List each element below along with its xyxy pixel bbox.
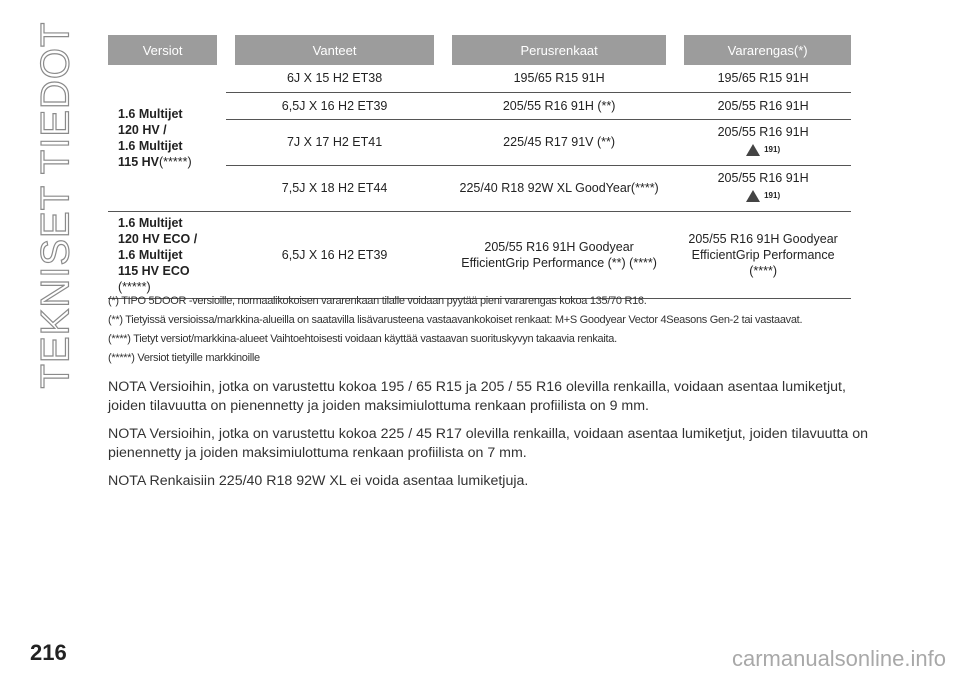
header-rims: Vanteet: [226, 35, 443, 65]
spare-cell: 195/65 R15 91H: [675, 65, 851, 92]
footnote: (*****) Versiot tietyille markkinoille: [108, 352, 260, 364]
warning-ref: 191): [764, 191, 781, 200]
section-title-vertical: [26, 21, 86, 389]
notes: [108, 378, 868, 500]
warning-note: [746, 142, 780, 158]
version-cell: [108, 65, 226, 211]
rim-cell: 6,5J X 16 H2 ET39: [226, 92, 443, 119]
spare-cell: 205/55 R16 91H: [675, 92, 851, 119]
version-cell: [108, 211, 226, 298]
spare-value: 205/55 R16 91H: [717, 125, 809, 139]
footnote: (****) Tietyt versiot/markkina-alueet Vaihtoehtoisesti voidaan käyttää vastaavan suorituskyvyn takaavia renkaita.: [108, 333, 617, 345]
watermark: carmanualsonline.info: [731, 646, 946, 671]
tire-cell: 225/45 R17 91V (**): [443, 119, 675, 165]
footnote: (*) TIPO 5DOOR -versioille, normaalikokoisen vararenkaan tilalle voidaan pyytää pieni vararengas kokoa 135/70 R16.: [108, 295, 647, 307]
warning-triangle-icon: [746, 190, 760, 202]
version-line: 120 HV ECO /: [118, 231, 198, 246]
page-number: 216: [30, 640, 67, 665]
version-note: (*****): [159, 154, 192, 169]
footnotes: [108, 292, 851, 368]
tire-specs-table: [108, 35, 851, 299]
version-line: 1.6 Multijet: [118, 138, 183, 153]
tire-cell: 205/55 R16 91H (**): [443, 92, 675, 119]
header-versions: Versiot: [108, 35, 226, 65]
note-paragraph: NOTA Renkaisiin 225/40 R18 92W XL ei voida asentaa lumiketjuja.: [108, 473, 529, 489]
version-line: 115 HV ECO: [118, 263, 190, 278]
version-line: 120 HV /: [118, 122, 167, 137]
spare-value: 205/55 R16 91H: [717, 171, 809, 185]
warning-triangle-icon: [746, 144, 760, 156]
spare-cell: 205/55 R16 91H Goodyear EfficientGrip Performance (****): [675, 211, 851, 298]
section-title-text: TEKNISET TIEDOT: [33, 21, 78, 389]
spare-cell: [675, 165, 851, 211]
rim-cell: 6J X 15 H2 ET38: [226, 65, 443, 92]
rim-cell: 6,5J X 16 H2 ET39: [226, 211, 443, 298]
footnote: (**) Tietyissä versioissa/markkina-alueilla on saatavilla lisävarusteena vastaavankokoiset renkaat: M+S Goodyear Vector 4Seasons Gen-2 tai vastaavat.: [108, 314, 803, 326]
version-line: 115 HV(*****): [118, 154, 192, 169]
header-standard-tires: Perusrenkaat: [443, 35, 675, 65]
spare-cell: [675, 119, 851, 165]
tire-cell: 225/40 R18 92W XL GoodYear(****): [443, 165, 675, 211]
table-row: [108, 211, 851, 298]
table-row: [108, 65, 851, 92]
note-paragraph: NOTA Versioihin, jotka on varustettu kokoa 195 / 65 R15 ja 205 / 55 R16 olevilla renkailla, voidaan asentaa lumiketjut, joiden tilavuutta on pienennetty ja joiden maksimiulottuma renkaan profiilista on 9 mm.: [108, 379, 846, 414]
version-line: 1.6 Multijet: [118, 106, 183, 121]
warning-note: [746, 188, 780, 204]
version-line: 1.6 Multijet: [118, 247, 183, 262]
warning-ref: 191): [764, 145, 781, 154]
rim-cell: 7,5J X 18 H2 ET44: [226, 165, 443, 211]
version-line: 1.6 Multijet: [118, 215, 183, 230]
header-spare-tire: Vararengas(*): [675, 35, 851, 65]
tire-cell: 205/55 R16 91H Goodyear EfficientGrip Performance (**) (****): [443, 211, 675, 298]
tire-cell: 195/65 R15 91H: [443, 65, 675, 92]
rim-cell: 7J X 17 H2 ET41: [226, 119, 443, 165]
table-header-row: [108, 35, 851, 65]
note-paragraph: NOTA Versioihin, jotka on varustettu kokoa 225 / 45 R17 olevilla renkailla, voidaan asentaa lumiketjut, joiden tilavuutta on pienennetty ja joiden maksimiulottuma renkaan profiilista on 7 mm.: [108, 426, 868, 461]
version-note: (*****): [118, 279, 151, 294]
